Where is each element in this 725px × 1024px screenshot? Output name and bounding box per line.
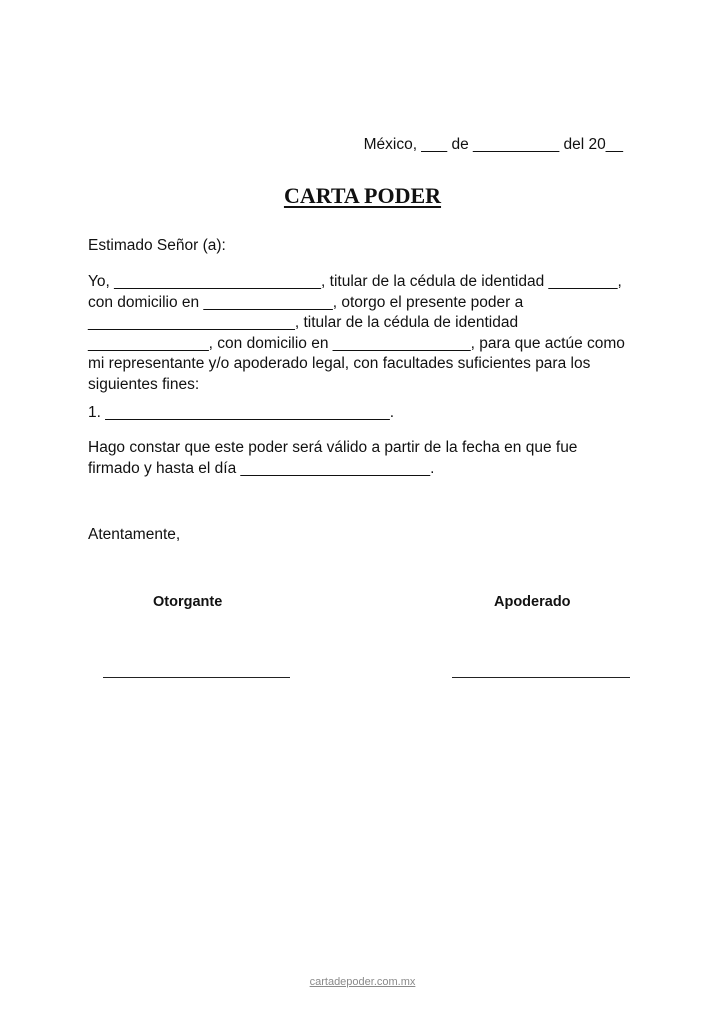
date-line: México, ___ de __________ del 20__ (363, 136, 623, 153)
validity-paragraph (88, 438, 648, 479)
signature-label-apoderado: Apoderado (494, 594, 571, 610)
salutation: Estimado Señor (a): (88, 237, 226, 254)
body-line: ______________, con domicilio en ________________, para que actúe como (88, 334, 625, 352)
body-line: mi representante y/o apoderado legal, con facultades suficientes para los (88, 355, 591, 372)
body-line: Yo, ________________________, titular de la cédula de identidad ________, (88, 273, 622, 290)
body-paragraph (88, 272, 648, 395)
signature-line-apoderado (452, 677, 630, 678)
signature-line-otorgante (103, 677, 290, 678)
footer-link[interactable]: cartadepoder.com.mx (309, 976, 416, 988)
body-line: siguientes fines: (88, 375, 200, 393)
body-line: con domicilio en _______________, otorgo el presente poder a (88, 293, 524, 311)
signature-label-otorgante: Otorgante (153, 594, 223, 610)
body-line: ________________________, titular de la cédula de identidad (88, 314, 519, 331)
validity-line: Hago constar que este poder será válido a partir de la fecha en que fue (88, 439, 578, 456)
validity-line: firmado y hasta el día ______________________. (88, 459, 435, 477)
closing: Atentamente, (88, 526, 181, 543)
purpose-item: 1. _________________________________. (88, 404, 395, 421)
document-title: CARTA PODER (283, 183, 442, 208)
